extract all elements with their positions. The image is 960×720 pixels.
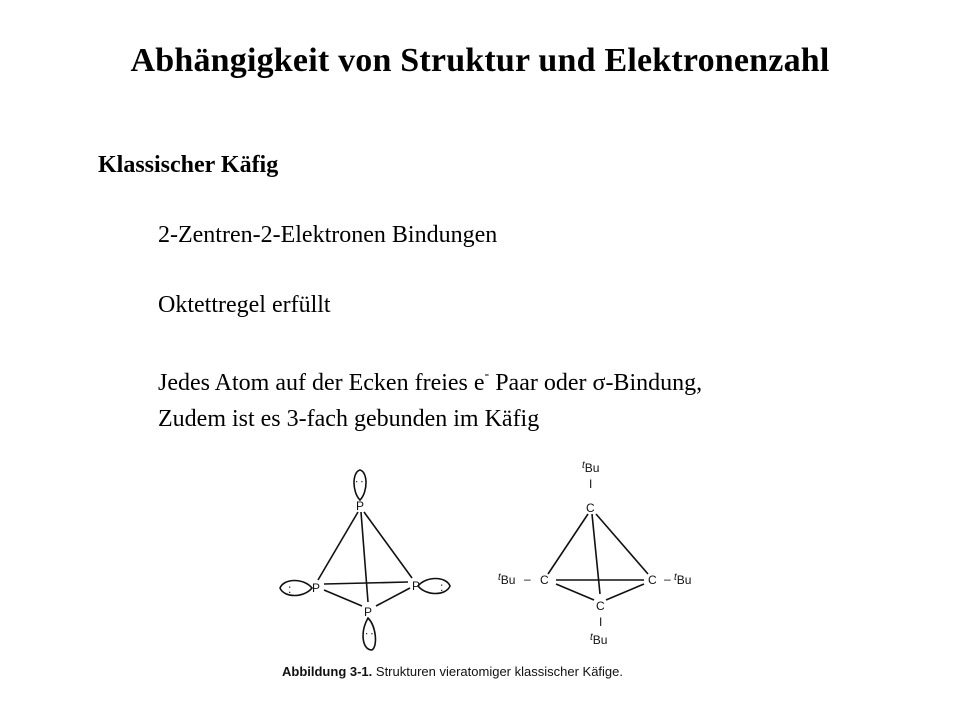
c4-right-tbu-group: Bu: [676, 573, 692, 587]
p4-bottom-atom: P: [364, 605, 373, 619]
p4-right-atom: P: [412, 579, 421, 593]
c4-left-atom: C: [540, 573, 549, 587]
bullet-lone-pair-or-sigma: [158, 367, 703, 397]
p4-bond-top-right: [364, 512, 412, 578]
c4-bond-right-bottom: [606, 584, 644, 600]
slide-title: Abhängigkeit von Struktur und Elektronenzahl: [130, 42, 830, 79]
bullet-octet-rule: Oktettregel erfüllt: [158, 292, 331, 318]
figure-caption: [282, 664, 623, 679]
p4-bond-left-right: [324, 582, 408, 584]
cage-structures-figure: [260, 450, 730, 700]
p4-bond-left-bottom: [324, 590, 362, 606]
c4-left-dash: –: [524, 572, 531, 586]
figure-caption-label: Abbildung 3-1.: [282, 664, 373, 679]
bullet-text-part2: Paar oder: [489, 370, 593, 396]
sigma-symbol: σ: [592, 370, 606, 396]
bullet-two-center-bonds: 2-Zentren-2-Elektronen Bindungen: [158, 222, 498, 248]
bullet-text-part1: Jedes Atom auf der Ecken freies e: [158, 370, 485, 396]
bullet-threefold-bound: Zudem ist es 3-fach gebunden im Käfig: [158, 406, 540, 432]
p4-left-lone-pair-lobe: [280, 581, 312, 596]
c4-bottom-tbu-group: Bu: [592, 633, 608, 647]
section-heading: Klassischer Käfig: [98, 152, 279, 178]
c4-right-dash: –: [664, 572, 671, 586]
tbu4c4-tetrahedron: [548, 514, 648, 600]
c4-bottom-bond-mark: I: [599, 615, 603, 629]
p4-tetrahedron: [280, 470, 450, 650]
c4-top-tbu-group: Bu: [584, 461, 600, 475]
c4-top-bond-mark: I: [589, 477, 593, 491]
p4-top-lone-pair: :: [353, 480, 367, 484]
p4-right-lone-pair: :: [440, 580, 444, 594]
c4-right-atom: C: [648, 573, 657, 587]
c4-left-tbu: [498, 572, 515, 587]
c4-bond-top-right: [596, 514, 648, 574]
p4-bottom-lone-pair: :: [363, 632, 377, 636]
p4-right-lone-pair-lobe: [418, 579, 450, 594]
c4-top-tbu-prefix: t: [582, 460, 585, 471]
c4-bottom-tbu-prefix: t: [590, 632, 593, 643]
figure-caption-text: Strukturen vieratomiger klassischer Käfige.: [372, 664, 623, 679]
cage-structures-svg: [260, 450, 730, 700]
p4-bond-right-bottom: [376, 588, 410, 606]
c4-bond-left-bottom: [556, 584, 594, 600]
c4-bond-top-bottom: [592, 514, 600, 594]
p4-atom-labels: [288, 480, 443, 635]
c4-right-tbu: [674, 572, 691, 587]
p4-bond-top-left: [318, 512, 358, 580]
p4-left-atom: P: [312, 581, 321, 595]
p4-top-atom: P: [356, 499, 365, 513]
tbu4c4-atom-labels: [498, 460, 691, 647]
c4-right-tbu-prefix: t: [674, 572, 677, 583]
c4-left-tbu-group: Bu: [500, 573, 516, 587]
p4-left-lone-pair: :: [288, 582, 292, 596]
c4-bottom-tbu: [590, 632, 607, 647]
c4-top-atom: C: [586, 501, 595, 515]
c4-bond-top-left: [548, 514, 588, 574]
p4-bond-top-bottom: [361, 512, 368, 602]
c4-top-tbu: [582, 460, 599, 475]
bullet-text-part3: -Bindung,: [605, 370, 703, 396]
c4-bottom-atom: C: [596, 599, 605, 613]
c4-left-tbu-prefix: t: [498, 572, 501, 583]
electron-superscript: -: [484, 367, 490, 382]
p4-top-lone-pair-lobe: [354, 470, 366, 500]
